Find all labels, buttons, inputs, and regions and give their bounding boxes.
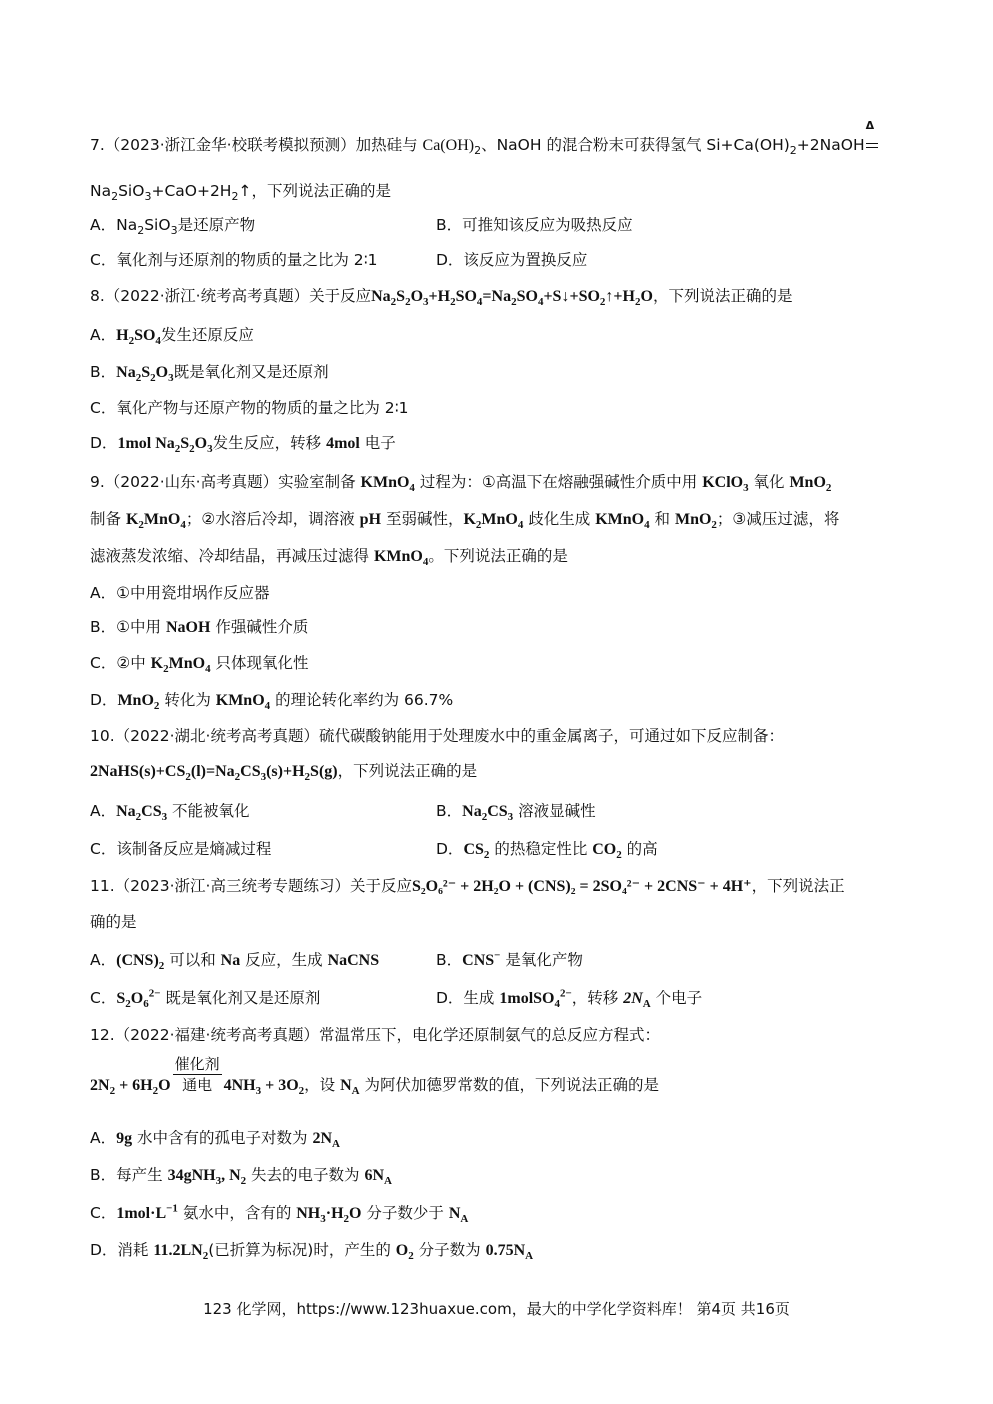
q10-option-d: D．$CS_2$ 的热稳定性比 $CO_2$ 的高 — [436, 840, 658, 862]
q9-option-a: A．①中用瓷坩埚作反应器 — [90, 584, 270, 602]
q10-equation: $2NaHS(s)+CS_2(l)=Na_2CS_3(s)+H_2S(g)$，下列说法正确的是 — [90, 762, 478, 784]
q8-option-c: C．氧化产物与还原产物的物质的量之比为 2∶1 — [90, 399, 409, 417]
q11-option-c: C．$S_2O_6^{2-}$ 既是氧化剂又是还原剂 — [90, 987, 321, 1011]
q10-stem: 10.（2022·湖北·统考高考真题）硫代碳酸钠能用于处理废水中的重金属离子，可通过如下反应制备： — [90, 727, 784, 745]
q10-option-a: A．$Na_2CS_3$ 不能被氧化 — [90, 802, 250, 824]
q11-stem-line1: 11.（2023·浙江·高三统考专题练习）关于反应S₂O₆²⁻ + 2H₂O + (CNS)₂ = 2SO₄²⁻ + 2CNS⁻ + 4H⁺，下列说法正 — [90, 877, 845, 895]
q11-equation: S₂O₆²⁻ + 2H₂O + (CNS)₂ = 2SO₄²⁻ + 2CNS⁻ + 4H⁺ — [411, 878, 752, 895]
page-footer: 123 化学网，https://www.123huaxue.com，最大的中学化学资料库！ 第4页 共16页 — [203, 1300, 790, 1318]
q7-option-d: D．该反应为置换反应 — [436, 251, 588, 269]
q12-option-c: C．$1mol\cdot L^{-1}$ 氨水中，含有的 $NH_3\cdot H_2O$ 分子数少于 $N_A$ — [90, 1202, 469, 1226]
q9-stem-line3: 滤液蒸发浓缩、冷却结晶，再减压过滤得 KMnO$_4$。下列说法正确的是 — [90, 547, 568, 569]
q10-option-c: C．该制备反应是熵减过程 — [90, 840, 272, 858]
q9-stem-line1: 9.（2022·山东·高考真题）实验室制备 KMnO$_4$ 过程为：①高温下在熔融强碱性介质中用 KClO$_3$ 氧化 MnO$_2$ — [90, 473, 832, 495]
q10-option-b: B．$Na_2CS_3$ 溶液显碱性 — [436, 802, 596, 824]
q8-option-d: D．1mol $Na_2S_2O_3$发生反应，转移 4mol 电子 — [90, 434, 396, 456]
q7-option-c: C．氧化剂与还原剂的物质的量之比为 2∶1 — [90, 251, 378, 269]
q8-option-b: B．$Na_2S_2O_3$既是氧化剂又是还原剂 — [90, 363, 329, 385]
q9-option-d: D．MnO$_2$ 转化为 KMnO$_4$ 的理论转化率约为 66.7% — [90, 691, 454, 713]
q12-stem: 12.（2022·福建·统考高考真题）常温常压下，电化学还原制氨气的总反应方程式： — [90, 1026, 660, 1044]
q9-option-b: B．①中用 NaOH 作强碱性介质 — [90, 618, 309, 636]
q11-option-a: A．$(CNS)_2$ 可以和 Na 反应，生成 NaCNS — [90, 951, 380, 973]
heat-condition: Δ — [865, 134, 879, 156]
q8-stem: 8.（2022·浙江·统考高考真题）关于反应$Na_2S_2O_3+H_2SO_4=Na_2SO_4+S↓+SO_2↑+H_2O$，下列说法正确的是 — [90, 287, 793, 309]
q7-option-b: B．可推知该反应为吸热反应 — [436, 216, 633, 234]
q12-option-d: D．消耗 $11.2LN_2$(已折算为标况)时，产生的 $O_2$ 分子数为 $0.75N_A$ — [90, 1241, 534, 1263]
q8-equation: $Na_2S_2O_3+H_2SO_4=Na_2SO_4+S↓+SO_2↑+H_2O$ — [371, 288, 653, 309]
q9-stem-line2: 制备 $K_2MnO_4$；②水溶后冷却，调溶液 pH 至弱碱性，$K_2MnO_4$ 歧化生成 KMnO$_4$ 和 MnO$_2$；③减压过滤，将 — [90, 510, 840, 532]
q9-option-c: C．②中 $K_2MnO_4$ 只体现氧化性 — [90, 654, 309, 676]
q7-stem-line1: 7.（2023·浙江金华·校联考模拟预测）加热硅与 $Ca(OH)_2$、NaOH 的混合粉末可获得氢气 $Si+Ca(OH)_2+2NaOH$ Δ — [90, 134, 879, 157]
q12-option-b: B．每产生 34gNH$_3$, $N_2$ 失去的电子数为 $6N_A$ — [90, 1166, 392, 1188]
q7-option-a: A．$Na_2SiO_3$是还原产物 — [90, 216, 256, 238]
q12-equation-line: $2N_2 + 6H_2O$ $\frac{\text{催化剂}}{\text{通电}}$ $4NH_3 + 3O_2$，设 $N_A$ 为阿伏加德罗常数的值，下列说法正确的是 — [90, 1055, 660, 1098]
q12-option-a: A．9g 水中含有的孤电子对数为 $2N_A$ — [90, 1129, 340, 1151]
q11-stem-line2: 确的是 — [90, 913, 137, 931]
q7-stem-line2: $Na_2SiO_3+CaO+2H_2↑$，下列说法正确的是 — [90, 182, 391, 204]
q11-option-d: D．生成 1molSO$_4^{2-}$，转移 $2N_A$ 个电子 — [436, 987, 703, 1011]
q11-option-b: B．CNS− 是氧化产物 — [436, 949, 583, 969]
reaction-condition: $\frac{\text{催化剂}}{\text{通电}}$ — [174, 1055, 220, 1094]
q8-option-a: A．$H_2SO_4$发生还原反应 — [90, 326, 254, 348]
